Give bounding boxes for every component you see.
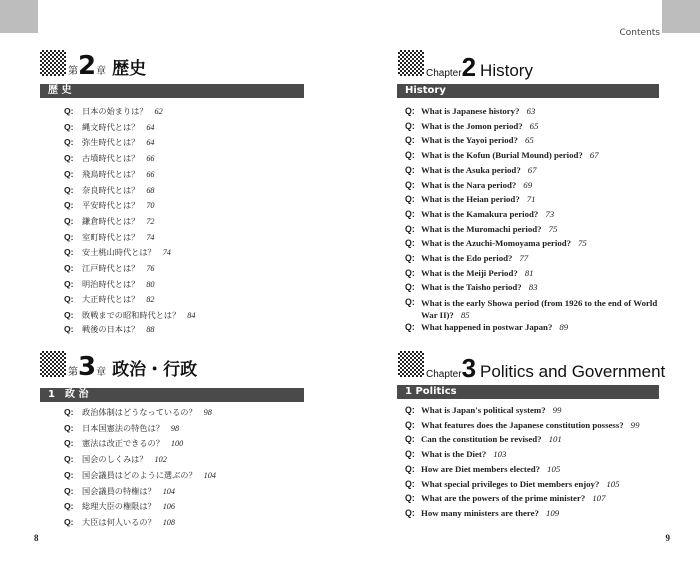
toc-item-label: What is the Asuka period?: [421, 164, 521, 175]
question-marker: Q:: [64, 438, 74, 449]
toc-item-label: What features does the Japanese constitution possess?: [421, 419, 624, 430]
section-bar: History: [397, 84, 659, 98]
toc-page-ref: 66: [146, 169, 155, 179]
question-marker: Q:: [405, 106, 415, 116]
toc-item-text: [421, 479, 620, 489]
question-marker: Q:: [64, 200, 74, 211]
toc-item-text: [82, 106, 163, 116]
chapter-title: 政治・行政: [112, 360, 198, 380]
toc-page-ref: 105: [606, 478, 620, 489]
toc-item[interactable]: [405, 104, 599, 119]
toc-item-label: What is the Azuchi-Momoyama period?: [421, 238, 572, 249]
toc-page-ref: 62: [154, 107, 163, 116]
toc-item-text: [421, 434, 562, 444]
toc-page-ref: 67: [527, 164, 537, 175]
toc-page-ref: 74: [162, 248, 171, 258]
toc-page-ref: 70: [146, 201, 155, 211]
toc-item[interactable]: [405, 295, 661, 321]
toc-item-label: What is Japanese history?: [421, 106, 520, 116]
toc-item-label: What is the Diet?: [421, 449, 487, 460]
toc-item-label: 戦後の日本は？: [82, 324, 140, 334]
toc-page-ref: 66: [146, 154, 155, 164]
toc-item-label: 古墳時代とは？: [82, 153, 140, 164]
section-bar: 1 政 治: [40, 388, 304, 402]
toc-page-ref: 98: [170, 423, 180, 433]
toc-item[interactable]: [405, 447, 639, 462]
toc-page-ref: 72: [146, 216, 155, 226]
toc-item-label: 安土桃山時代とは？: [82, 247, 156, 258]
toc-item-text: [421, 209, 554, 219]
toc-list: [405, 403, 639, 521]
toc-page-ref: 107: [592, 493, 606, 504]
toc-item-text: [82, 407, 212, 417]
toc-page-ref: 75: [548, 223, 558, 234]
toc-item[interactable]: [64, 484, 216, 500]
question-marker: Q:: [64, 407, 74, 417]
chapter-title: Politics and Government: [480, 362, 666, 381]
toc-list: [405, 104, 599, 295]
toc-item[interactable]: [405, 119, 599, 134]
question-marker: Q:: [64, 294, 74, 305]
toc-page-ref: 77: [519, 253, 529, 264]
toc-item[interactable]: [405, 148, 599, 163]
toc-item[interactable]: [405, 163, 599, 178]
toc-item-text: [421, 322, 568, 332]
running-header: Contents: [619, 28, 660, 38]
toc-item-label: 飛鳥時代とは？: [82, 168, 140, 179]
toc-item-label: 鎌倉時代とは？: [82, 215, 140, 226]
section-bar: 1 Politics: [397, 385, 659, 399]
toc-list: [405, 295, 661, 321]
toc-item-text: [421, 253, 528, 263]
toc-item-text: [421, 150, 599, 160]
toc-item-text: [82, 247, 171, 257]
toc-item-label: What is the Kamakura period?: [421, 208, 539, 219]
toc-item[interactable]: [405, 133, 599, 148]
toc-page-ref: 109: [545, 507, 560, 518]
toc-item-label: 総理大臣の権限は？: [82, 501, 156, 512]
toc-item-label: What is the Edo period?: [421, 253, 513, 264]
toc-item-text: [82, 153, 155, 163]
question-marker: Q:: [405, 164, 415, 175]
toc-item-text: [421, 449, 506, 459]
toc-item[interactable]: [64, 183, 195, 199]
toc-item[interactable]: [64, 198, 195, 214]
toc-item[interactable]: [64, 214, 195, 230]
question-marker: Q:: [405, 297, 415, 307]
toc-item-label: What is the early Showa period (from 1926 to the end of World War II)?: [421, 298, 658, 320]
toc-item-text: [82, 279, 155, 289]
toc-item-label: 国会議員の特権は？: [82, 485, 156, 496]
toc-list: [64, 322, 155, 338]
toc-page-ref: 83: [528, 282, 538, 293]
toc-item-text: [82, 232, 155, 242]
question-marker: Q:: [64, 215, 74, 226]
question-marker: Q:: [405, 405, 415, 415]
toc-item-text: [82, 294, 155, 304]
toc-item[interactable]: [64, 245, 195, 261]
toc-page-ref: 80: [146, 279, 155, 289]
chapter-prefix: Chapter: [426, 68, 462, 79]
question-marker: Q:: [64, 153, 74, 164]
question-marker: Q:: [405, 135, 415, 146]
toc-item[interactable]: [405, 403, 639, 418]
question-marker: Q:: [405, 267, 415, 278]
question-marker: Q:: [405, 449, 415, 460]
toc-item-label: 江戸時代とは？: [82, 263, 140, 274]
toc-item-text: [82, 486, 175, 496]
question-marker: Q:: [64, 469, 74, 480]
toc-page-ref: 99: [630, 419, 640, 430]
toc-page-ref: 108: [162, 517, 175, 527]
toc-page-ref: 106: [162, 502, 175, 512]
chapter-pattern-icon: [40, 351, 66, 377]
chapter-prefix: 第: [68, 367, 78, 378]
toc-list: [405, 320, 568, 335]
toc-list: [64, 405, 216, 531]
toc-page-ref: 105: [547, 463, 561, 474]
toc-item-text: [421, 420, 639, 430]
page-corner-tab: [662, 0, 700, 33]
toc-item[interactable]: [405, 207, 599, 222]
toc-item[interactable]: [64, 421, 216, 437]
toc-item-label: 国会議員はどのように選ぶの？: [82, 469, 197, 480]
toc-item-label: 国会のしくみは？: [82, 454, 148, 465]
toc-item-text: [421, 405, 561, 415]
toc-item-text: [82, 200, 155, 210]
question-marker: Q:: [64, 247, 74, 258]
toc-page-ref: 65: [529, 120, 539, 131]
question-marker: Q:: [64, 184, 74, 195]
toc-item-text: [82, 438, 183, 448]
toc-page-ref: 64: [146, 138, 155, 148]
toc-item-label: 日本の始まりは？: [82, 106, 148, 116]
toc-item-label: What is the Nara period?: [421, 179, 517, 190]
question-marker: Q:: [405, 493, 415, 504]
toc-item[interactable]: [405, 432, 639, 447]
chapter-prefix: 第: [68, 66, 78, 77]
page-number: 9: [665, 533, 670, 543]
toc-item-text: [82, 122, 155, 132]
toc-item-label: 大臣は何人いるの？: [82, 516, 156, 527]
toc-item-text: [421, 121, 538, 131]
toc-item[interactable]: [64, 151, 195, 167]
toc-item-text: [82, 470, 216, 480]
chapter-number: 3: [461, 353, 477, 383]
chapter-number: 2: [461, 52, 477, 82]
toc-page-ref: 98: [203, 408, 212, 417]
question-marker: Q:: [405, 282, 415, 293]
toc-item-label: 日本国憲法の特色は？: [82, 422, 164, 433]
toc-item-label: What is the Muromachi period?: [421, 223, 542, 234]
toc-page-ref: 68: [146, 185, 155, 195]
toc-item[interactable]: [405, 178, 599, 193]
toc-item[interactable]: [64, 468, 216, 484]
toc-page-ref: 65: [524, 135, 534, 146]
toc-page-ref: 69: [523, 179, 533, 190]
chapter-heading: [426, 52, 533, 83]
toc-item[interactable]: [64, 167, 195, 183]
chapter-title: 歴史: [112, 59, 147, 79]
question-marker: Q:: [405, 208, 415, 219]
toc-item-label: What is the Yayoi period?: [421, 135, 518, 146]
chapter-heading: [426, 353, 665, 384]
question-marker: Q:: [405, 120, 415, 131]
right-page: [350, 0, 700, 571]
toc-item-text: [82, 263, 155, 273]
chapter-suffix: 章: [96, 367, 107, 378]
chapter-pattern-icon: [398, 351, 424, 377]
question-marker: Q:: [405, 238, 415, 249]
toc-page-ref: 85: [460, 310, 470, 320]
toc-item-label: What is the Meiji Period?: [421, 267, 518, 278]
toc-item-label: 敗戦までの昭和時代とは？: [82, 310, 181, 321]
toc-item-text: [82, 185, 155, 195]
toc-item-label: How many ministers are there?: [421, 507, 539, 518]
toc-page-ref: 71: [526, 194, 536, 205]
toc-item[interactable]: [405, 222, 599, 237]
toc-item[interactable]: [64, 322, 155, 338]
toc-item-text: [421, 493, 605, 503]
toc-item[interactable]: [405, 192, 599, 207]
toc-item-text: [421, 297, 661, 321]
toc-item[interactable]: [64, 405, 216, 421]
toc-item[interactable]: [405, 491, 639, 506]
toc-item[interactable]: [405, 280, 599, 295]
toc-page-ref: 103: [493, 449, 507, 460]
toc-item[interactable]: [64, 230, 195, 246]
toc-page-ref: 73: [545, 208, 555, 219]
chapter-number: 3: [78, 352, 97, 382]
toc-item-text: [82, 137, 155, 147]
page-number: 8: [34, 533, 39, 543]
toc-item-label: 弥生時代とは？: [82, 137, 140, 148]
toc-item[interactable]: [405, 251, 599, 266]
question-marker: Q:: [405, 194, 415, 205]
toc-item[interactable]: [64, 135, 195, 151]
question-marker: Q:: [405, 223, 415, 234]
toc-item[interactable]: [405, 236, 599, 251]
toc-item-text: [82, 310, 195, 320]
toc-item-label: 室町時代とは？: [82, 231, 140, 242]
toc-item-label: What is the Heian period?: [421, 194, 520, 205]
toc-item-label: What special privileges to Diet members enjoy?: [421, 478, 600, 489]
toc-item-label: 大正時代とは？: [82, 294, 140, 305]
toc-item-label: 明治時代とは？: [82, 278, 140, 289]
question-marker: Q:: [64, 310, 74, 321]
toc-item-label: 政治体制はどうなっているの？: [82, 407, 197, 417]
toc-page-ref: 67: [589, 150, 599, 161]
question-marker: Q:: [64, 324, 74, 334]
page-corner-tab: [0, 0, 38, 33]
toc-item-text: [421, 165, 537, 175]
question-marker: Q:: [405, 507, 415, 518]
toc-item-text: [82, 517, 175, 527]
toc-item-text: [82, 324, 155, 334]
toc-page-ref: 76: [146, 264, 155, 274]
toc-page-ref: 82: [146, 295, 155, 305]
chapter-pattern-icon: [398, 50, 424, 76]
toc-item-label: What is the Taisho period?: [421, 282, 522, 293]
question-marker: Q:: [64, 278, 74, 289]
toc-item-label: 平安時代とは？: [82, 200, 140, 211]
toc-page-ref: 101: [548, 434, 562, 445]
chapter-pattern-icon: [40, 50, 66, 76]
toc-item-label: 縄文時代とは？: [82, 121, 140, 132]
question-marker: Q:: [64, 501, 74, 512]
toc-page-ref: 84: [187, 311, 196, 321]
toc-item[interactable]: [405, 320, 568, 335]
toc-item[interactable]: [64, 104, 195, 120]
toc-item[interactable]: [64, 452, 216, 468]
toc-item[interactable]: [405, 462, 639, 477]
question-marker: Q:: [405, 179, 415, 190]
question-marker: Q:: [405, 463, 415, 474]
chapter-heading: [68, 352, 197, 382]
question-marker: Q:: [64, 121, 74, 132]
toc-item-label: How are Diet members elected?: [421, 463, 541, 474]
question-marker: Q:: [64, 485, 74, 496]
chapter-prefix: Chapter: [426, 369, 462, 380]
question-marker: Q:: [64, 106, 74, 116]
toc-item-text: [421, 135, 534, 145]
section-bar: 歴 史: [40, 84, 304, 98]
toc-item-label: What is Japan's political system?: [421, 405, 546, 415]
question-marker: Q:: [405, 253, 415, 264]
toc-item-label: What happened in postwar Japan?: [421, 322, 553, 332]
toc-page-ref: 63: [526, 106, 536, 116]
toc-item-label: What are the powers of the prime minister?: [421, 493, 586, 504]
toc-item[interactable]: [64, 120, 195, 136]
question-marker: Q:: [64, 516, 74, 527]
question-marker: Q:: [405, 478, 415, 489]
toc-item-text: [82, 216, 155, 226]
toc-item-text: [82, 423, 179, 433]
toc-item[interactable]: [64, 515, 216, 531]
toc-item-text: [421, 464, 560, 474]
toc-item-label: 憲法は改正できるの？: [82, 438, 164, 449]
toc-item-text: [421, 180, 532, 190]
toc-item-text: [82, 454, 167, 464]
toc-page-ref: 75: [578, 238, 587, 249]
toc-item-text: [82, 501, 175, 511]
question-marker: Q:: [64, 168, 74, 179]
toc-page-ref: 104: [162, 486, 175, 496]
toc-page-ref: 64: [146, 122, 155, 132]
toc-page-ref: 74: [146, 232, 155, 242]
toc-item[interactable]: [405, 266, 599, 281]
question-marker: Q:: [405, 322, 415, 332]
toc-page-ref: 81: [524, 267, 534, 278]
chapter-number: 2: [78, 51, 97, 81]
toc-item-text: [421, 106, 535, 116]
toc-item-text: [82, 169, 155, 179]
toc-item-label: 奈良時代とは？: [82, 184, 140, 195]
toc-item-text: [421, 508, 559, 518]
toc-page-ref: 89: [559, 322, 569, 332]
toc-item-text: [421, 282, 538, 292]
toc-item-label: What is the Kofun (Burial Mound) period?: [421, 150, 583, 161]
question-marker: Q:: [405, 150, 415, 161]
question-marker: Q:: [405, 419, 415, 430]
question-marker: Q:: [64, 454, 74, 465]
toc-item[interactable]: [405, 418, 639, 433]
question-marker: Q:: [405, 434, 415, 445]
toc-page-ref: 88: [146, 325, 155, 334]
toc-item-label: Can the constitution be revised?: [421, 434, 542, 445]
toc-list: [64, 104, 195, 324]
toc-item[interactable]: [64, 277, 195, 293]
chapter-heading: [68, 51, 146, 81]
question-marker: Q:: [64, 231, 74, 242]
toc-page-ref: 99: [552, 405, 562, 415]
toc-page-ref: 104: [203, 470, 216, 480]
question-marker: Q:: [64, 263, 74, 274]
question-marker: Q:: [64, 422, 74, 433]
toc-item-label: What is the Jomon period?: [421, 120, 523, 131]
toc-item[interactable]: [64, 499, 216, 515]
question-marker: Q:: [64, 137, 74, 148]
toc-item-text: [421, 238, 587, 248]
chapter-suffix: 章: [96, 66, 107, 77]
chapter-title: History: [480, 61, 533, 80]
toc-item[interactable]: [64, 436, 216, 452]
toc-item-text: [421, 268, 534, 278]
toc-item[interactable]: [405, 506, 639, 521]
toc-item-text: [421, 194, 536, 204]
toc-page-ref: 102: [154, 455, 167, 465]
toc-item[interactable]: [405, 477, 639, 492]
toc-item[interactable]: [64, 261, 195, 277]
toc-item-text: [421, 224, 557, 234]
toc-item[interactable]: [64, 292, 195, 308]
toc-page-ref: 100: [170, 439, 184, 449]
